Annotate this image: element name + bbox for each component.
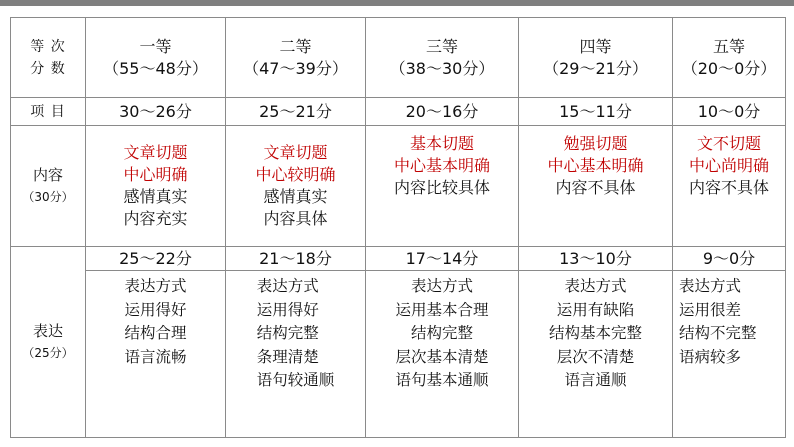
grade-range: （38～30分）	[389, 58, 495, 78]
expression-row	[11, 247, 786, 438]
grade-range: （29～21分）	[543, 58, 648, 78]
content-red-line: 基本切题	[409, 134, 474, 153]
expression-label-cell	[11, 247, 86, 438]
content-red-line: 勉强切题	[563, 134, 628, 153]
item-score-4: 15～11分	[519, 98, 673, 126]
grade-name: 二等	[279, 36, 312, 56]
grade-name: 一等	[139, 36, 172, 56]
expression-line: 语言流畅	[124, 347, 187, 366]
content-points: （30分）	[22, 190, 74, 204]
content-line: 内容不具体	[688, 178, 769, 197]
content-cell-3	[366, 126, 519, 247]
content-label: 内容	[32, 166, 63, 184]
corner-line-grade: 等 次	[30, 38, 66, 55]
expression-line: 表达方式	[679, 277, 742, 295]
expression-line: 结构完整	[256, 324, 319, 342]
expression-line: 表达方式	[410, 277, 473, 295]
item-score-5: 10～0分	[673, 98, 786, 126]
item-score-1: 30～26分	[86, 98, 226, 126]
expression-line: 运用有缺陷	[556, 300, 635, 319]
expression-cell-5	[673, 247, 786, 438]
content-line: 内容充实	[123, 209, 188, 228]
content-cell-2	[226, 126, 366, 247]
expression-line: 条理清楚	[256, 347, 319, 366]
expression-score: 25～22分	[86, 247, 225, 271]
content-line: 内容具体	[263, 209, 328, 228]
grade-header-3	[366, 18, 519, 98]
expression-cell-2	[226, 247, 366, 438]
expression-score: 17～14分	[366, 247, 518, 271]
content-cell-4	[519, 126, 673, 247]
expression-cell-4	[519, 247, 673, 438]
expression-line: 运用基本合理	[395, 300, 489, 319]
expression-line: 表达方式	[564, 277, 627, 295]
expression-score: 21～18分	[226, 247, 365, 271]
expression-label: 表达	[32, 322, 63, 340]
grade-range: （47～39分）	[243, 58, 348, 78]
expression-line: 运用得好	[256, 300, 319, 319]
expression-cell-3	[366, 247, 519, 438]
expression-line: 结构完整	[410, 324, 473, 342]
top-bar	[0, 0, 794, 6]
content-red-line: 文章切题	[123, 143, 188, 162]
grade-header-5	[673, 18, 786, 98]
grade-range: （55～48分）	[103, 58, 208, 78]
grade-range: （20～0分）	[681, 58, 777, 78]
corner-line-score: 分 数	[30, 60, 66, 77]
content-red-line: 文不切题	[696, 134, 761, 153]
content-red-line: 中心明确	[123, 165, 188, 184]
grading-table	[10, 17, 786, 438]
content-red-line: 中心基本明确	[393, 156, 490, 175]
content-line: 内容比较具体	[393, 178, 490, 197]
content-line: 感情真实	[263, 187, 328, 206]
expression-line: 语言通顺	[564, 371, 627, 389]
item-score-3: 20～16分	[366, 98, 519, 126]
expression-line: 结构不完整	[679, 324, 757, 342]
expression-line: 结构基本完整	[548, 324, 642, 342]
expression-line: 语句基本通顺	[395, 371, 489, 389]
content-line: 内容不具体	[555, 178, 636, 197]
expression-line: 结构合理	[124, 324, 187, 342]
grade-header-2	[226, 18, 366, 98]
expression-line: 表达方式	[256, 277, 319, 295]
content-cell-5	[673, 126, 786, 247]
item-score-2: 25～21分	[226, 98, 366, 126]
expression-points: （25分）	[22, 346, 74, 360]
expression-score: 13～10分	[519, 247, 672, 271]
content-label-cell	[11, 126, 86, 247]
expression-line: 层次基本清楚	[395, 347, 489, 366]
expression-line: 运用得好	[124, 300, 187, 319]
grade-name: 四等	[579, 36, 612, 56]
expression-line: 表达方式	[124, 277, 187, 295]
item-label: 项 目	[11, 98, 86, 126]
content-row	[11, 126, 786, 247]
expression-line: 层次不清楚	[556, 347, 635, 366]
content-line: 感情真实	[123, 187, 188, 206]
expression-line: 运用很差	[679, 300, 742, 319]
content-red-line: 中心基本明确	[547, 156, 644, 175]
content-red-line: 中心尚明确	[688, 156, 769, 175]
grade-name: 五等	[712, 36, 745, 56]
expression-score: 9～0分	[673, 247, 785, 271]
content-red-line: 中心较明确	[255, 165, 336, 184]
grade-name: 三等	[425, 36, 458, 56]
corner-header-cell	[11, 18, 86, 98]
grade-header-1	[86, 18, 226, 98]
content-red-line: 文章切题	[263, 143, 328, 162]
header-row	[11, 18, 786, 98]
expression-line: 语句较通顺	[256, 371, 335, 389]
item-row	[11, 98, 786, 126]
expression-line: 语病较多	[679, 347, 742, 366]
grade-header-4	[519, 18, 673, 98]
expression-cell-1	[86, 247, 226, 438]
content-cell-1	[86, 126, 226, 247]
